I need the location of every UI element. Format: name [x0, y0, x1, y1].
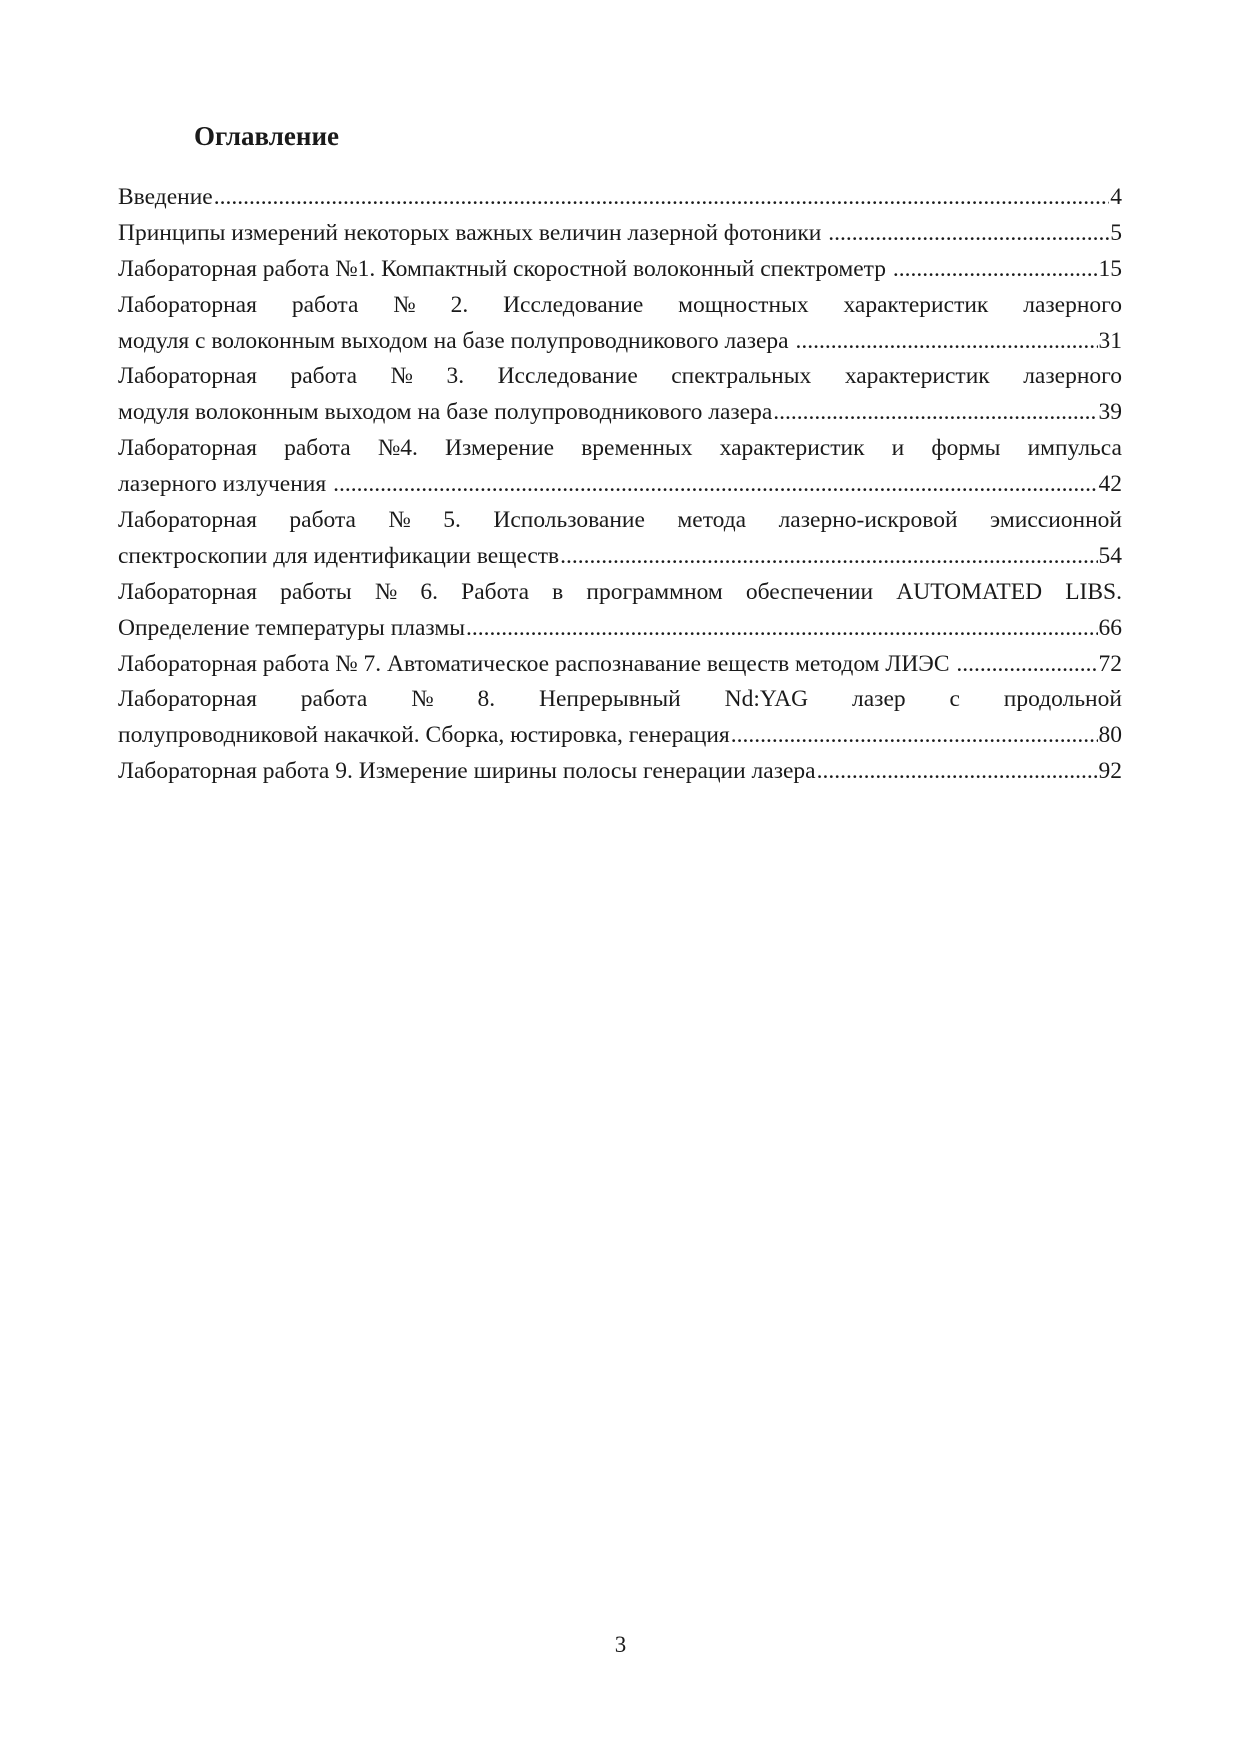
toc-entry-word: Измерение [445, 435, 555, 462]
toc-entry-word: № [411, 686, 434, 713]
toc-entry-word: Лабораторная [118, 291, 257, 318]
toc-entry-line [118, 647, 1122, 683]
toc-entry-line [118, 395, 1122, 431]
toc-entry-word: Лабораторная [118, 686, 257, 713]
toc-entry-word: №4. [377, 435, 418, 462]
toc-entry-page-number: 80 [1098, 722, 1122, 749]
toc-entry-page-number: 66 [1098, 614, 1122, 641]
toc-entry-page-number: 5 [1110, 219, 1122, 246]
toc-list [118, 180, 1122, 790]
toc-entry-word: 6. [420, 578, 438, 605]
toc-entry[interactable] [118, 503, 1122, 575]
toc-entry-word: Лабораторная [118, 578, 257, 605]
toc-entry[interactable] [118, 431, 1122, 503]
dot-leader [560, 539, 1097, 575]
toc-entry-page-number: 54 [1098, 542, 1122, 569]
toc-entry-word: работа [300, 686, 368, 713]
toc-entry[interactable] [118, 754, 1122, 790]
toc-entry-word: программном [586, 578, 723, 605]
toc-entry-word: Работа [461, 578, 530, 605]
dot-leader [893, 252, 1098, 288]
toc-entry-word: AUTOMATED [896, 578, 1043, 605]
toc-entry-page-number: 72 [1098, 650, 1122, 677]
toc-entry-line-justified [118, 288, 1122, 324]
toc-entry-word: лазер [852, 686, 906, 713]
dot-leader [795, 324, 1097, 360]
toc-entry-line-justified [118, 575, 1122, 611]
toc-entry-word: 5. [443, 507, 461, 534]
toc-entry-line-justified [118, 503, 1122, 539]
dot-leader [333, 467, 1097, 503]
toc-entry-title: полупроводниковой накачкой. Сборка, юстировка, генерация [118, 722, 730, 749]
toc-entry-word: 3. [446, 363, 465, 390]
dot-leader [214, 180, 1110, 216]
toc-entry[interactable] [118, 216, 1122, 252]
toc-entry-word: характеристик [844, 363, 990, 390]
toc-entry-word: формы [931, 435, 1001, 462]
toc-entry-page-number: 31 [1098, 327, 1122, 354]
toc-entry-line [118, 539, 1122, 575]
toc-entry-word: № [374, 578, 398, 605]
toc-heading: Оглавление [194, 121, 339, 151]
toc-entry-word: Непрерывный [539, 686, 681, 713]
toc-entry-word: Лабораторная [118, 435, 257, 462]
toc-entry-word: продольной [1003, 686, 1122, 713]
toc-entry-word: № [390, 363, 413, 390]
toc-entry-word: Исследование [503, 291, 644, 318]
toc-entry-word: работа [284, 435, 351, 462]
toc-entry-page-number: 15 [1098, 255, 1122, 282]
toc-entry-word: характеристик [843, 291, 989, 318]
toc-entry-word: эмиссионной [990, 507, 1122, 534]
toc-entry-word: временных [581, 435, 693, 462]
toc-entry-line-justified [118, 359, 1122, 395]
dot-leader [817, 754, 1098, 790]
toc-entry-title: Лабораторная работа № 7. Автоматическое распознавание веществ методом ЛИЭС [118, 650, 956, 677]
dot-leader [731, 718, 1098, 754]
toc-entry-word: мощностных [678, 291, 809, 318]
toc-entry-title: модуля волоконным выходом на базе полупроводникового лазера [118, 399, 773, 426]
toc-entry[interactable] [118, 252, 1122, 288]
toc-entry-line [118, 754, 1122, 790]
toc-entry-word: Использование [493, 507, 645, 534]
toc-entry-title: Введение [118, 184, 213, 210]
toc-entry-page-number: 39 [1098, 399, 1122, 426]
toc-entry-word: Nd:YAG [724, 686, 809, 713]
toc-entry-title: Лабораторная работа 9. Измерение ширины полосы генерации лазера [118, 758, 816, 785]
dot-leader [956, 647, 1097, 683]
toc-entry-word: работа [290, 363, 358, 390]
toc-entry-word: лазерного [1023, 363, 1122, 390]
toc-entry-word: импульса [1027, 435, 1122, 462]
toc-entry-line [118, 180, 1122, 216]
toc-entry[interactable] [118, 288, 1122, 360]
toc-entry-word: спектральных [671, 363, 812, 390]
toc-entry-line-justified [118, 682, 1122, 718]
page-number: 3 [614, 1632, 627, 1657]
toc-entry[interactable] [118, 647, 1122, 683]
toc-entry-word: метода [677, 507, 747, 534]
toc-entry-word: с [949, 686, 960, 713]
toc-entry-line [118, 611, 1122, 647]
dot-leader [466, 611, 1097, 647]
toc-entry[interactable] [118, 180, 1122, 216]
toc-entry-word: LIBS. [1065, 578, 1122, 605]
toc-entry-word: характеристик [719, 435, 865, 462]
toc-entry-page-number: 42 [1098, 471, 1122, 498]
toc-entry-word: Лабораторная [118, 507, 257, 534]
toc-entry-title: Принципы измерений некоторых важных величин лазерной фотоники [118, 219, 828, 246]
toc-entry-title: спектроскопии для идентификации веществ [118, 542, 560, 569]
toc-entry[interactable] [118, 359, 1122, 431]
toc-entry-word: лазерного [1023, 291, 1122, 318]
toc-entry-word: 2. [450, 291, 469, 318]
toc-entry-title: Лабораторная работа №1. Компактный скоростной волоконный спектрометр [118, 255, 892, 282]
toc-entry-line [118, 252, 1122, 288]
toc-entry-word: работа [289, 507, 356, 534]
toc-entry-line [118, 718, 1122, 754]
toc-entry-word: в [552, 578, 564, 605]
toc-entry-title: модуля с волоконным выходом на базе полупроводникового лазера [118, 327, 795, 354]
toc-entry-word: и [891, 435, 905, 462]
toc-entry-word: Исследование [497, 363, 638, 390]
toc-entry-word: Лабораторная [118, 363, 257, 390]
toc-entry-word: лазерно-искровой [778, 507, 958, 534]
toc-entry-word: работа [291, 291, 359, 318]
toc-entry-word: обеспечении [745, 578, 874, 605]
toc-entry-word: 8. [477, 686, 496, 713]
toc-entry-line [118, 216, 1122, 252]
toc-entry-line [118, 467, 1122, 503]
dot-leader [773, 395, 1097, 431]
toc-entry-line [118, 324, 1122, 360]
toc-entry-title: Определение температуры плазмы [118, 614, 466, 641]
toc-entry-word: № [388, 507, 411, 534]
toc-entry-word: № [393, 291, 416, 318]
toc-entry-word: работы [280, 578, 352, 605]
toc-entry-page-number: 92 [1098, 758, 1122, 785]
toc-entry-page-number: 4 [1110, 184, 1122, 210]
toc-entry-line-justified [118, 431, 1122, 467]
dot-leader [828, 216, 1109, 252]
toc-entry[interactable] [118, 575, 1122, 647]
toc-entry-title: лазерного излучения [118, 471, 333, 498]
toc-entry[interactable] [118, 682, 1122, 754]
